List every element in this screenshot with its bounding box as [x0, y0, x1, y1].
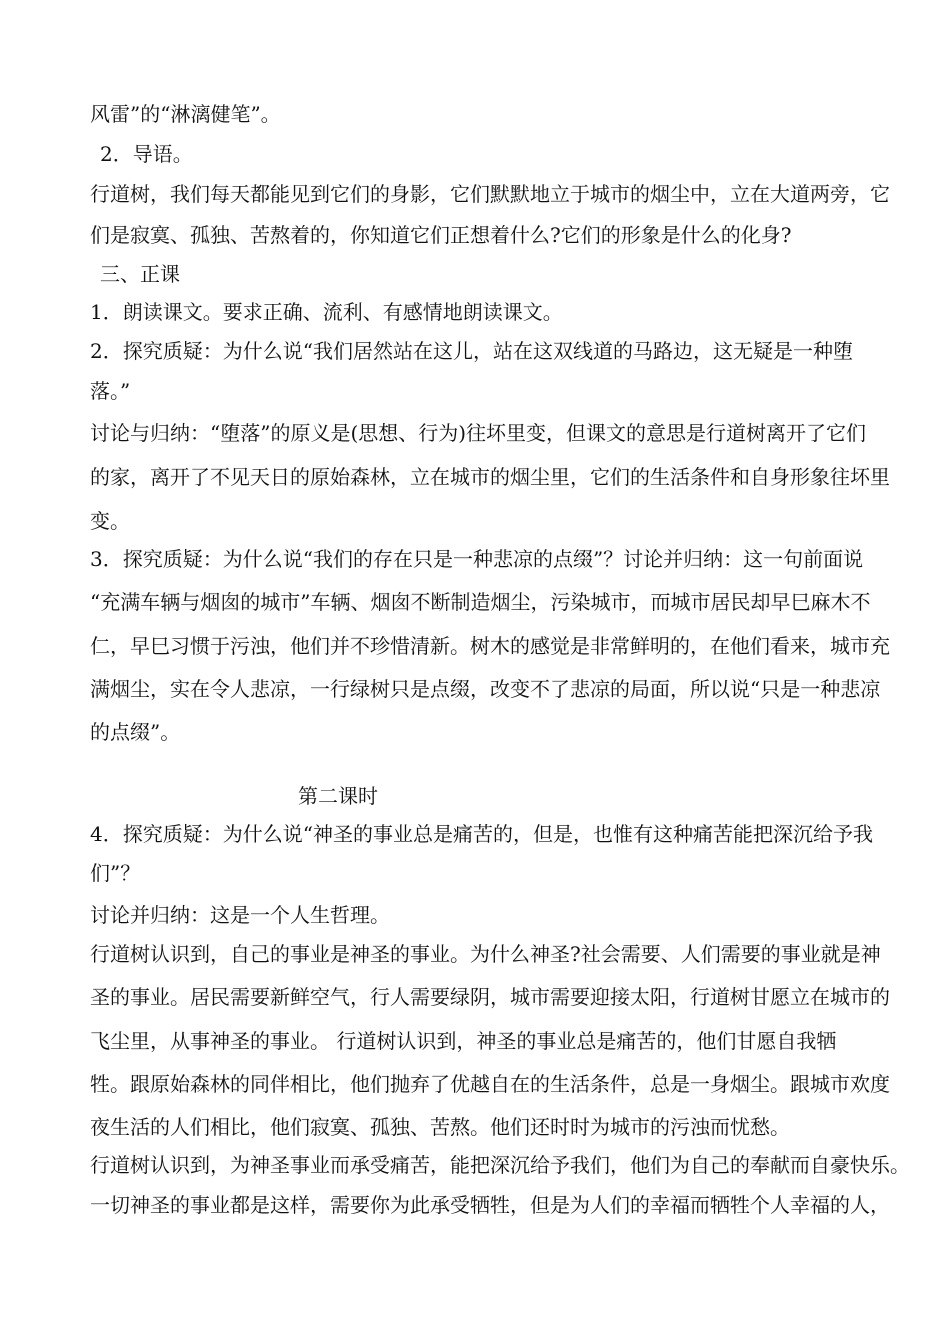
text-line: 落。”	[90, 379, 131, 403]
text-line: 圣的事业。居民需要新鲜空气，行人需要绿阴，城市需要迎接太阳，行道树甘愿立在城市的	[90, 985, 890, 1009]
text-line: 4．探究质疑：为什么说“神圣的事业总是痛苦的，但是，也惟有这种痛苦能把深沉给予我	[90, 822, 873, 846]
text-line: 们”？	[90, 861, 141, 885]
text-line: 仁，早巳习惯于污浊，他们并不珍惜清新。树木的感觉是非常鲜明的，在他们看来，城市充	[90, 634, 890, 658]
text-line: “充满车辆与烟囱的城市”车辆、烟囱不断制造烟尘，污染城市，而城市居民却早巳麻木不	[90, 590, 871, 614]
text-line: 牲。跟原始森林的同伴相比，他们抛弃了优越自在的生活条件，总是一身烟尘。跟城市欢度	[90, 1072, 890, 1096]
text-line: 2．探究质疑：为什么说“我们居然站在这儿，站在这双线道的马路边，这无疑是一种堕	[90, 339, 853, 363]
text-line: 的家，离开了不见天日的原始森林，立在城市的烟尘里，它们的生活条件和自身形象往坏里	[90, 465, 890, 489]
text-line: 们是寂寞、孤独、苦熬着的，你知道它们正想着什么?它们的形象是什么的化身?	[90, 223, 792, 247]
text-line: 行道树认识到，自己的事业是神圣的事业。为什么神圣?社会需要、人们需要的事业就是神	[90, 942, 881, 966]
text-line: 3．探究质疑：为什么说“我们的存在只是一种悲凉的点缀”？讨论并归纳：这一句前面说	[90, 547, 864, 571]
text-line: 行道树，我们每天都能见到它们的身影，它们默默地立于城市的烟尘中，立在大道两旁，它	[90, 182, 890, 206]
text-line: 行道树认识到，为神圣事业而承受痛苦，能把深沉给予我们，他们为自己的奉献而自豪快乐。	[90, 1153, 910, 1177]
text-line: 风雷”的“淋漓健笔”。	[90, 102, 281, 126]
lesson-heading: 第二课时	[298, 784, 378, 808]
text-line: 一切神圣的事业都是这样，需要你为此承受牺牲，但是为人们的幸福而牺牲个人幸福的人，	[90, 1193, 890, 1217]
text-line: 变。	[90, 509, 130, 533]
section-heading: 三、正课	[100, 262, 180, 286]
text-line: 夜生活的人们相比，他们寂寞、孤独、苦熬。他们还时时为城市的污浊而忧愁。	[90, 1115, 790, 1139]
text-line: 讨论并归纳：这是一个人生哲理。	[90, 903, 390, 927]
text-line: 讨论与归纳：“堕落”的原义是(思想、行为)往坏里变，但课文的意思是行道树离开了它们	[90, 421, 867, 445]
text-line: 1．朗读课文。要求正确、流利、有感情地朗读课文。	[90, 300, 563, 324]
text-line: 飞尘里，从事神圣的事业。 行道树认识到，神圣的事业总是痛苦的，他们甘愿自我牺	[90, 1029, 837, 1053]
text-line: 的点缀”。	[90, 720, 181, 744]
text-line: 2．导语。	[100, 142, 193, 166]
text-line: 满烟尘，实在令人悲凉，一行绿树只是点缀，改变不了悲凉的局面，所以说“只是一种悲凉	[90, 677, 881, 701]
